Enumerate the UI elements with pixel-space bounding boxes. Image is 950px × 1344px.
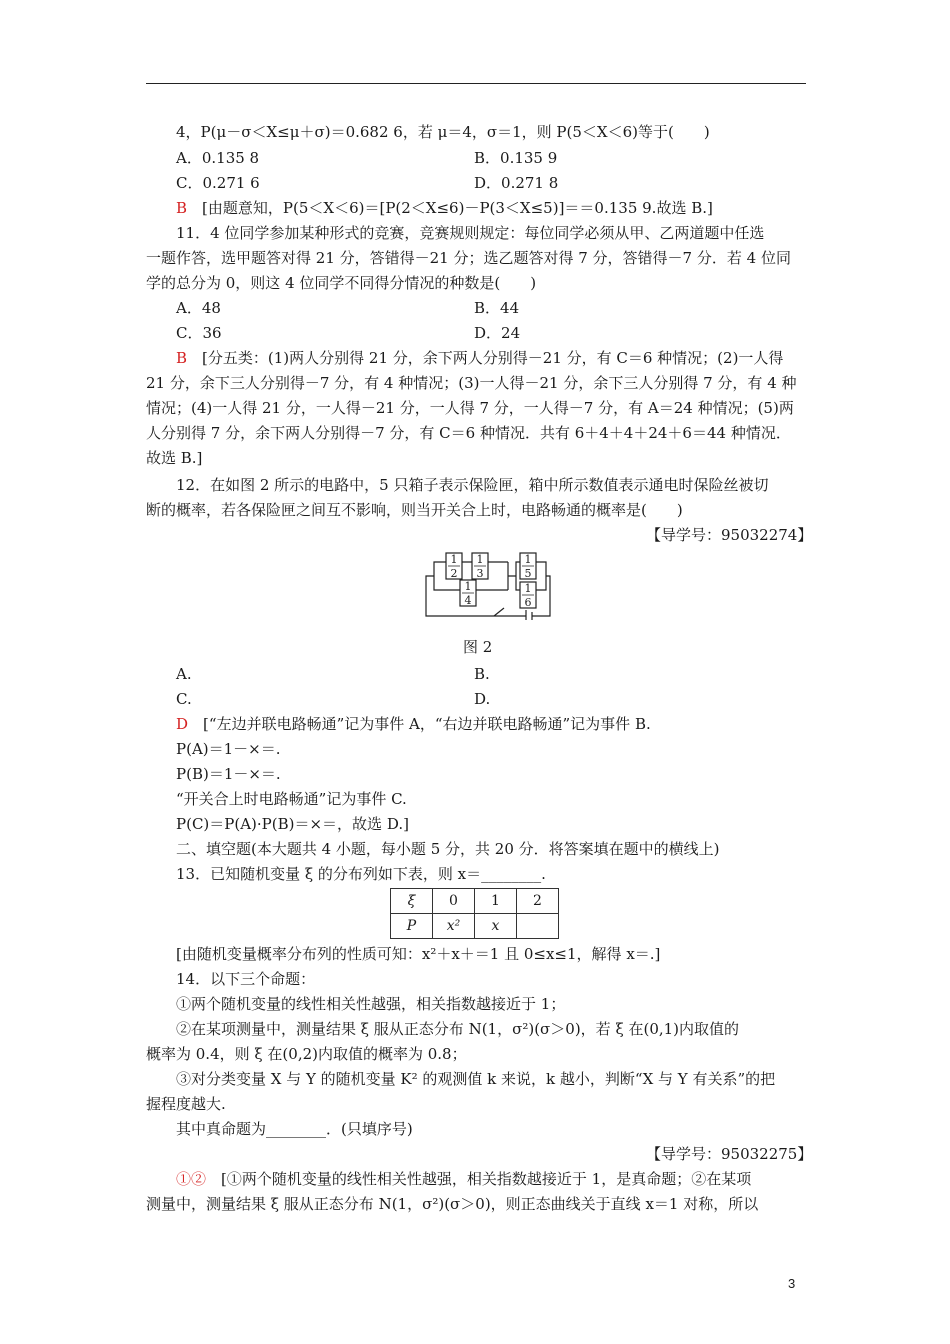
fuse-numerator: 1 (524, 553, 532, 566)
q14-guide-number: 【导学号：95032275】 (646, 1145, 813, 1163)
q4-explain: [由题意知，P(5＜X＜6)＝[P(2＜X≤6)－P(3＜X≤5)]＝＝0.135 9.故选 B.] (202, 199, 713, 217)
q4-option-a: A．0.135 8 (176, 149, 260, 167)
header-rule (146, 83, 806, 84)
q14-explain-line: 测量中，测量结果 ξ 服从正态分布 N(1，σ²)(σ＞0)，则正态曲线关于直线 x＝1 对称，所以 (146, 1195, 759, 1213)
table-cell: 2 (517, 889, 559, 914)
q4-option-c: C．0.271 6 (176, 174, 260, 192)
table-cell (517, 914, 559, 939)
q14-answer: ①② (176, 1170, 207, 1188)
q12-explain-line: P(A)＝1－×＝. (176, 740, 281, 758)
q12-option-a: A. (176, 665, 192, 683)
q14-line: ②在某项测量中，测量结果 ξ 服从正态分布 N(1，σ²)(σ＞0)，若 ξ 在(0,1)内取值的 (176, 1020, 740, 1038)
q12-guide-number: 【导学号：95032274】 (646, 526, 813, 544)
q11-option-a: A．48 (176, 299, 221, 317)
q11-line: 11．4 位同学参加某种形式的竞赛，竞赛规则规定：每位同学必须从甲、乙两道题中任选 (176, 224, 765, 242)
q14-line: 概率为 0.4，则 ξ 在(0,2)内取值的概率为 0.8； (146, 1045, 467, 1063)
q11-explain-line: 故选 B.] (146, 449, 203, 467)
q14-explain-line: [①两个随机变量的线性相关性越强，相关指数越接近于 1，是真命题；②在某项 (221, 1170, 752, 1188)
q4-answer: B (176, 199, 188, 217)
q12-explain-line: “开关合上时电路畅通”记为事件 C. (176, 790, 407, 808)
fuse-numerator: 1 (476, 553, 484, 566)
table-cell: x (475, 914, 517, 939)
table-row (391, 914, 559, 939)
table-cell: P (391, 914, 433, 939)
q11-option-b: B．44 (474, 299, 520, 317)
q4-option-b: B．0.135 9 (474, 149, 558, 167)
q12-option-c: C. (176, 690, 192, 708)
q12-explain-line: [“左边并联电路畅通”记为事件 A，“右边并联电路畅通”记为事件 B. (203, 715, 651, 733)
table-cell: 0 (433, 889, 475, 914)
q13-explain: [由随机变量概率分布列的性质可知：x²＋x＋＝1 且 0≤x≤1，解得 x＝.] (176, 945, 661, 963)
q4-solution (176, 198, 713, 218)
fuse-numerator: 1 (450, 553, 458, 566)
switch-lever (494, 608, 504, 616)
q12-solution (176, 714, 651, 734)
q14-line: 握程度越大. (146, 1095, 226, 1113)
q14-solution (176, 1169, 751, 1189)
table-row (391, 889, 559, 914)
q11-line: 一题作答，选甲题答对得 21 分，答错得－21 分；选乙题答对得 7 分，答错得－7 分．若 4 位同 (146, 249, 791, 267)
q12-line: 断的概率，若各保险匣之间互不影响，则当开关合上时，电路畅通的概率是( ) (146, 501, 683, 519)
q12-option-b: B. (474, 665, 490, 683)
q11-answer: B (176, 349, 188, 367)
fuse-denominator: 3 (476, 567, 484, 580)
q11-option-d: D．24 (474, 324, 521, 342)
q12-explain-line: P(B)＝1－×＝. (176, 765, 281, 783)
q12-answer: D (176, 715, 189, 733)
q14-line: ③对分类变量 X 与 Y 的随机变量 K² 的观测值 k 来说，k 越小，判断“X 与 Y 有关系”的把 (176, 1070, 776, 1088)
fuse-denominator: 5 (524, 567, 532, 580)
circuit-diagram (422, 550, 552, 620)
q11-solution (176, 348, 783, 368)
q14-line: 14．以下三个命题： (176, 970, 316, 988)
figure-caption: 图 2 (463, 638, 493, 656)
section-heading: 二、填空题(本大题共 4 小题，每小题 5 分，共 20 分．将答案填在题中的横线上) (176, 840, 720, 858)
q14-line: ①两个随机变量的线性相关性越强，相关指数越接近于 1； (176, 995, 566, 1013)
page-number: 3 (788, 1276, 796, 1291)
q11-explain-line: 人分别得 7 分，余下两人分别得－7 分，有 C＝6 种情况．共有 6＋4＋4＋24＋6＝44 种情况． (146, 424, 791, 442)
battery-symbol (526, 610, 532, 620)
fuse-denominator: 6 (524, 596, 532, 609)
circuit-wire (434, 562, 508, 576)
table-cell: ξ (391, 889, 433, 914)
fuse-denominator: 2 (450, 567, 458, 580)
table-cell: x² (433, 914, 475, 939)
q12-option-d: D. (474, 690, 491, 708)
q4-option-d: D．0.271 8 (474, 174, 559, 192)
fuse-denominator: 4 (464, 594, 472, 607)
q12-explain-line: P(C)＝P(A)·P(B)＝×＝，故选 D.] (176, 815, 409, 833)
q11-explain-line: [分五类：(1)两人分别得 21 分，余下两人分别得－21 分，有 C＝6 种情况；(2)一人得 (202, 349, 784, 367)
distribution-table (390, 888, 559, 939)
q11-explain-line: 21 分，余下三人分别得－7 分，有 4 种情况；(3)一人得－21 分，余下三人分别得 7 分，有 4 种 (146, 374, 797, 392)
q11-explain-line: 情况；(4)一人得 21 分，一人得－21 分，一人得 7 分，一人得－7 分，有 A＝24 种情况；(5)两 (146, 399, 794, 417)
q12-line: 12．在如图 2 所示的电路中，5 只箱子表示保险匣，箱中所示数值表示通电时保险丝被切 (176, 476, 769, 494)
fuse-numerator: 1 (524, 582, 532, 595)
q11-option-c: C．36 (176, 324, 222, 342)
q14-line: 其中真命题为________．(只填序号) (176, 1120, 413, 1138)
table-cell: 1 (475, 889, 517, 914)
q13-stem: 13．已知随机变量 ξ 的分布列如下表，则 x＝________. (176, 865, 546, 883)
fuse-numerator: 1 (464, 580, 472, 593)
q11-line: 学的总分为 0，则这 4 位同学不同得分情况的种数是( ) (146, 274, 537, 292)
q4-stem: 4，P(μ－σ＜X≤μ＋σ)＝0.682 6，若 μ＝4，σ＝1，则 P(5＜X＜6)等于( ) (176, 123, 710, 141)
